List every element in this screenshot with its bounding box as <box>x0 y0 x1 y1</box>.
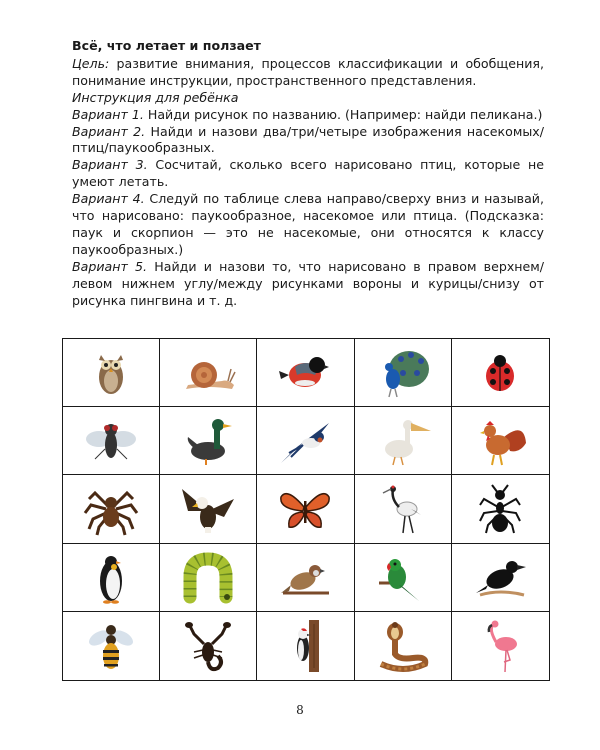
grid-cell <box>160 407 257 475</box>
page-number: 8 <box>296 703 304 717</box>
grid-cell <box>63 339 160 407</box>
variant-4 <box>72 191 544 259</box>
grid-cell <box>257 544 354 612</box>
duck-icon <box>177 413 239 469</box>
cobra-icon <box>372 618 434 674</box>
ant-icon <box>469 481 531 537</box>
flamingo-icon <box>469 618 531 674</box>
grid-cell <box>160 475 257 543</box>
grid-cell <box>63 475 160 543</box>
grid-cell <box>257 407 354 475</box>
butterfly-icon <box>274 481 336 537</box>
variant-text: Найди и назови то, что нарисовано в правом верхнем/левом нижнем углу/между рисунками вороны и курицы/снизу от рисунка пингвина и т. д. <box>72 258 545 308</box>
grid-cell <box>355 339 452 407</box>
grid-cell <box>452 407 549 475</box>
owl-icon <box>80 345 142 401</box>
variant-text: Сосчитай, сколько всего нарисовано птиц, которые не умеют летать. <box>72 157 545 190</box>
instruction-heading: Инструкция для ребёнка <box>72 89 239 105</box>
sparrow-icon <box>274 549 336 605</box>
variant-label: Вариант 5. <box>72 258 148 274</box>
grid-cell <box>452 544 549 612</box>
grid-cell <box>355 475 452 543</box>
variant-2 <box>72 124 544 158</box>
page-title: Всё, что летает и ползает <box>72 38 261 53</box>
grid-cell <box>63 612 160 680</box>
grid-cell <box>355 544 452 612</box>
fly-icon <box>80 413 142 469</box>
woodpecker-icon <box>274 618 336 674</box>
pelican-icon <box>372 413 434 469</box>
grid-cell <box>355 407 452 475</box>
bullfinch-icon <box>274 345 336 401</box>
grid-cell <box>63 544 160 612</box>
spider-icon <box>80 481 142 537</box>
swallow-icon <box>274 413 336 469</box>
variant-5 <box>72 259 544 310</box>
grid-cell <box>257 475 354 543</box>
grid-cell <box>160 339 257 407</box>
crow-icon <box>469 549 531 605</box>
goal-paragraph <box>72 56 544 90</box>
variant-1 <box>72 107 544 124</box>
parrot-icon <box>372 549 434 605</box>
variant-label: Вариант 3. <box>72 157 148 173</box>
goal-label: Цель: <box>72 55 110 71</box>
grid-cell <box>160 544 257 612</box>
grid-cell <box>452 475 549 543</box>
variant-label: Вариант 2. <box>72 123 146 139</box>
grid-cell <box>452 339 549 407</box>
instruction-text-block <box>72 38 544 310</box>
snail-icon <box>177 345 239 401</box>
grid-cell <box>257 339 354 407</box>
grid-cell <box>452 612 549 680</box>
wasp-icon <box>80 618 142 674</box>
variant-text: Найди рисунок по названию. (Например: найди пеликана.) <box>143 106 543 122</box>
scorpion-icon <box>177 618 239 674</box>
eagle-icon <box>177 481 239 537</box>
penguin-icon <box>80 549 142 605</box>
variant-text: Найди и назови два/три/четыре изображения насекомых/птиц/паукообразных. <box>72 123 545 156</box>
grid-cell <box>257 612 354 680</box>
crane-icon <box>372 481 434 537</box>
variant-label: Вариант 4. <box>72 191 145 207</box>
variant-3 <box>72 157 544 191</box>
grid-cell <box>355 612 452 680</box>
variant-text: Следуй по таблице слева направо/сверху вниз и называй, что нарисовано: паукообразное, насекомое или птица. (Подсказка: паук и скорпион — это не насекомые, они относятся к классу паукообразных.) <box>72 191 544 257</box>
rooster-icon <box>469 413 531 469</box>
animal-picture-grid <box>62 338 550 681</box>
ladybug-icon <box>469 345 531 401</box>
grid-cell <box>160 612 257 680</box>
variant-label: Вариант 1. <box>72 106 144 122</box>
goal-text: развитие внимания, процессов классификации и обобщения, понимание инструкции, пространственного представления. <box>72 55 544 88</box>
grid-cell <box>63 407 160 475</box>
peacock-icon <box>372 345 434 401</box>
caterpillar-icon <box>177 549 239 605</box>
